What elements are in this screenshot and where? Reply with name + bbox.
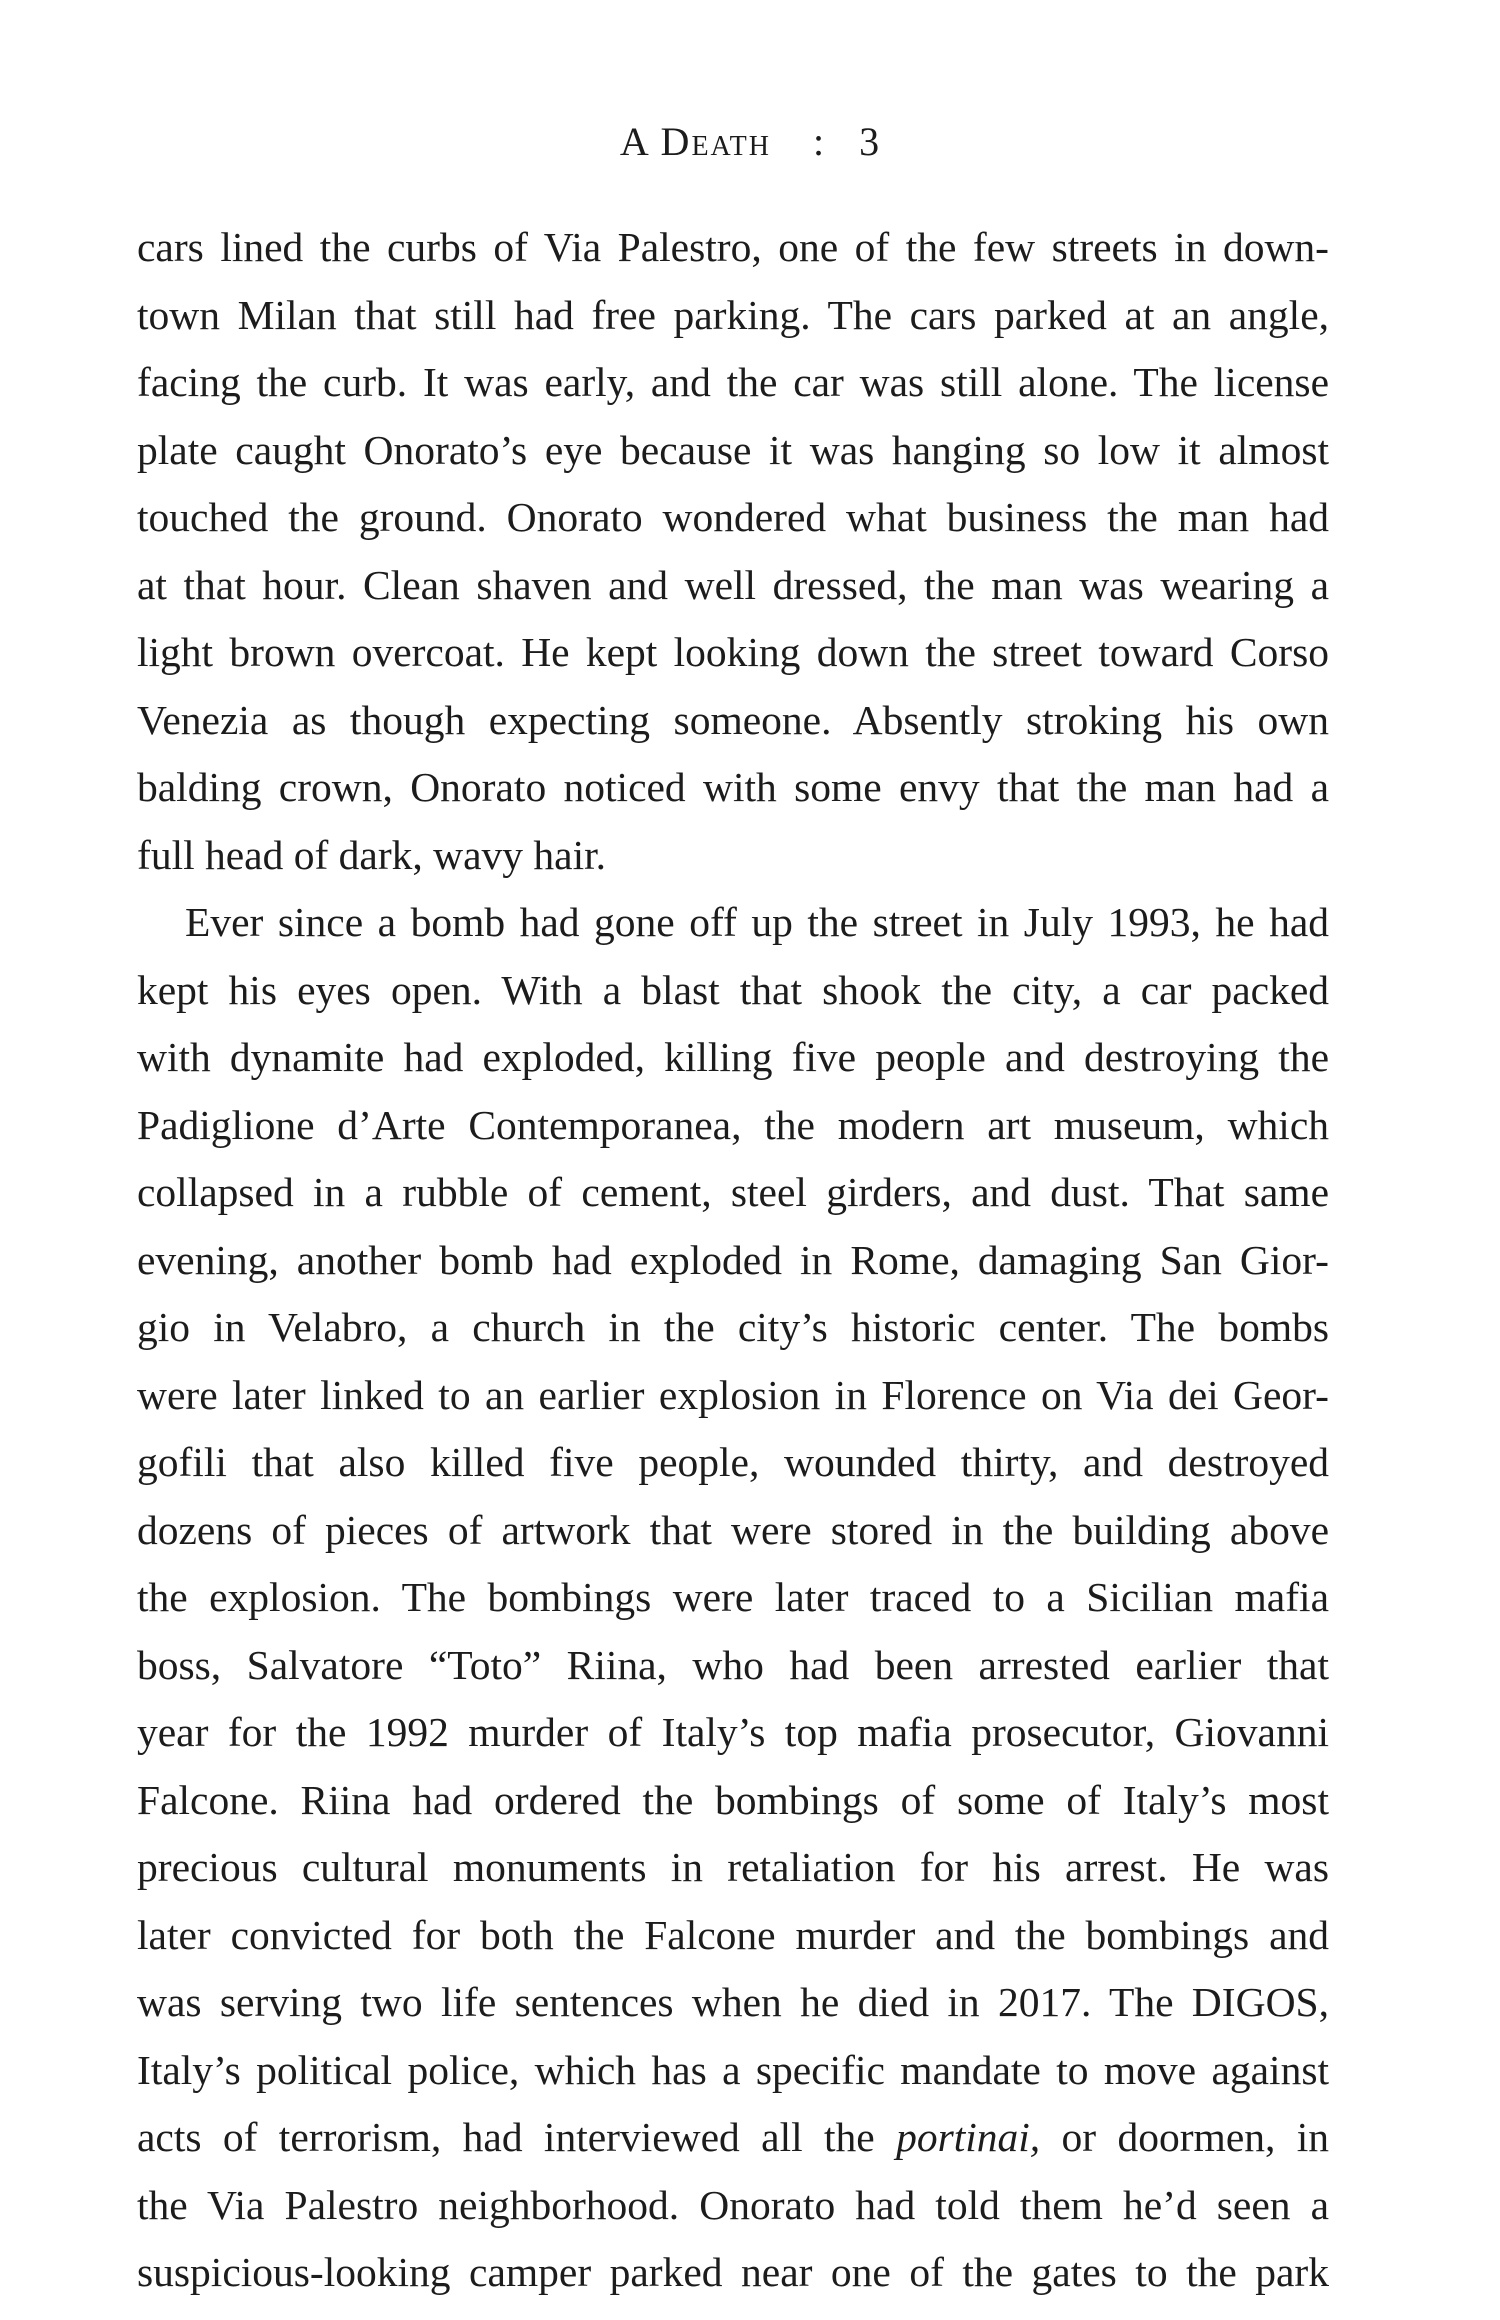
header-separator: :	[813, 119, 826, 164]
text-line: dozens of pieces of artwork that were stored in the building above	[137, 1506, 1329, 1553]
page-number: 3	[859, 119, 881, 164]
text-line: collapsed in a rubble of cement, steel girders, and dust. That same	[137, 1169, 1329, 1215]
text-line: touched the ground. Onorato wondered what business the man had	[137, 494, 1329, 540]
text-line: Falcone. Riina had ordered the bombings of some of Italy’s most	[137, 1776, 1329, 1823]
text-line-with-italic	[137, 2104, 1329, 2172]
text-line: Venezia as though expecting someone. Absently stroking his own	[137, 696, 1329, 743]
text-line: boss, Salvatore “Toto” Riina, who had been arrested earlier that	[137, 1641, 1329, 1688]
text-line: gofili that also killed five people, wounded thirty, and destroyed	[137, 1439, 1329, 1485]
paragraph-2	[137, 889, 1329, 2307]
paragraph-1	[137, 214, 1329, 889]
text-line: full head of dark, wavy hair.	[137, 831, 607, 878]
text-line: at that hour. Clean shaven and well dressed, the man was wearing a	[137, 561, 1329, 608]
text-line: Ever since a bomb had gone off up the street in July 1993, he had	[185, 899, 1329, 945]
text-line: kept his eyes open. With a blast that shook the city, a car packed	[137, 966, 1329, 1013]
chapter-title: A Death	[619, 119, 771, 164]
text-line: balding crown, Onorato noticed with some envy that the man had a	[137, 764, 1329, 810]
text-line: later convicted for both the Falcone murder and the bombings and	[137, 1911, 1329, 1958]
text-line: Padiglione d’Arte Contemporanea, the modern art museum, which	[137, 1101, 1329, 1148]
italic-term: portinai,	[896, 2114, 1041, 2160]
text-line: with dynamite had exploded, killing five people and destroying the	[137, 1034, 1329, 1080]
text-line: precious cultural monuments in retaliation for his arrest. He was	[137, 1844, 1329, 1890]
text-line: suspicious-looking camper parked near one of the gates to the park	[137, 2249, 1329, 2295]
running-head	[0, 112, 1500, 172]
text-line: cars lined the curbs of Via Palestro, one of the few streets in down-	[137, 224, 1329, 270]
text-line: year for the 1992 murder of Italy’s top mafia prosecutor, Giovanni	[137, 1709, 1329, 1755]
text-line: the Via Palestro neighborhood. Onorato had told them he’d seen a	[137, 2181, 1329, 2228]
text-line: Italy’s political police, which has a specific mandate to move against	[137, 2046, 1329, 2093]
text-line: facing the curb. It was early, and the car was still alone. The license	[137, 359, 1329, 405]
text-line: evening, another bomb had exploded in Rome, damaging San Gior-	[137, 1236, 1329, 1283]
text-line: was serving two life sentences when he died in 2017. The DIGOS,	[137, 1979, 1329, 2025]
text-segment: or doormen, in	[1040, 2114, 1329, 2160]
text-line: light brown overcoat. He kept looking down the street toward Corso	[137, 629, 1329, 675]
text-line: gio in Velabro, a church in the city’s historic center. The bombs	[137, 1304, 1329, 1350]
text-line: plate caught Onorato’s eye because it was hanging so low it almost	[137, 426, 1329, 473]
text-line: town Milan that still had free parking. The cars parked at an angle,	[137, 291, 1329, 338]
text-line: the explosion. The bombings were later traced to a Sicilian mafia	[137, 1574, 1329, 1620]
text-line: were later linked to an earlier explosion in Florence on Via dei Geor-	[137, 1371, 1329, 1418]
body-text	[137, 214, 1329, 2307]
text-segment: acts of terrorism, had interviewed all the	[137, 2114, 897, 2160]
